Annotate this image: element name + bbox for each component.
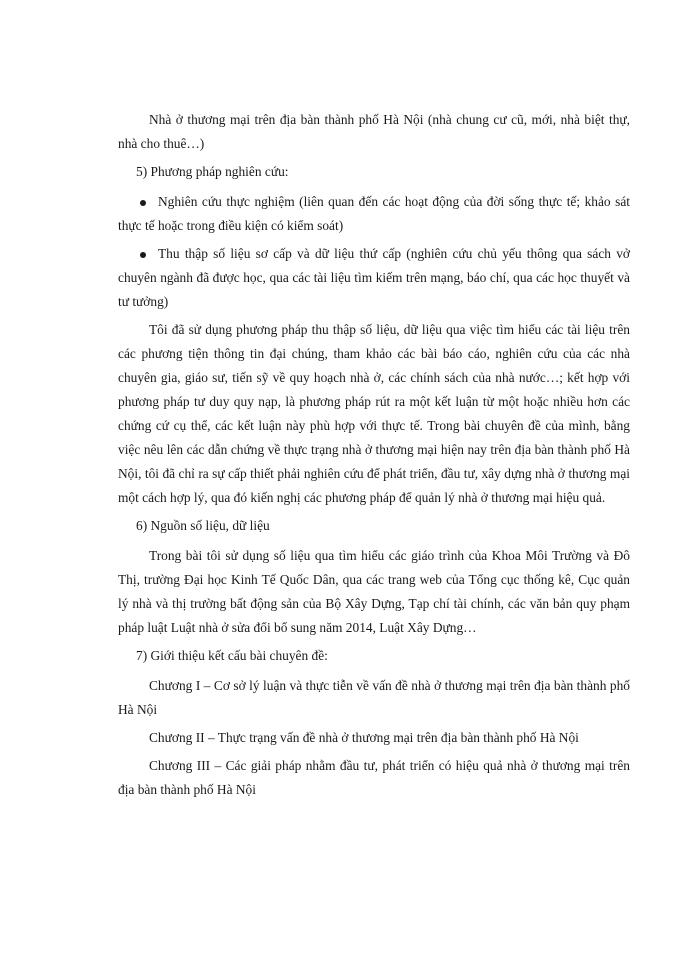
document-page [118, 108, 630, 806]
section-5-heading: 5) Phương pháp nghiên cứu: [136, 164, 289, 179]
bullet-item [118, 190, 630, 238]
section-5-paragraph: Tôi đã sử dụng phương pháp thu thập số liệu, dữ liệu qua việc tìm hiểu các tài liệu trên các phương tiện thông tin đại chúng, tham khảo các bài báo cáo, nghiên cứu của các nhà chuyên gia, giáo sư, tiến sỹ về quy hoạch nhà ở, các chính sách của nhà nước…; kết hợp với phương pháp tư duy quy nạp, là phương pháp rút ra một kết luận từ một hoặc nhiều hơn các chứng cứ cụ thể, các kết luận này phù hợp với thực tế. Trong bài chuyên đề của mình, bằng việc nêu lên các dẫn chứng về thực trạng nhà ở thương mại hiện nay trên địa bàn thành phố Hà Nội, tôi đã chỉ ra sự cấp thiết phải nghiên cứu để phát triển, đầu tư, xây dựng nhà ở thương mại một cách hợp lý, qua đó kiến nghị các phương pháp để quản lý nhà ở thương mại hiệu quả. [118, 322, 630, 505]
chapter-2: Chương II – Thực trạng vấn đề nhà ở thương mại trên địa bàn thành phố Hà Nội [149, 730, 579, 745]
section-6-paragraph: Trong bài tôi sử dụng số liệu qua tìm hiểu các giáo trình của Khoa Môi Trường và Đô Thị, trường Đại học Kinh Tế Quốc Dân, qua các trang web của Tổng cục thống kê, Cục quản lý nhà và thị trường bất động sản của Bộ Xây Dựng, Tạp chí tài chính, các văn bản quy phạm pháp luật Luật nhà ở sửa đổi bổ sung năm 2014, Luật Xây Dựng… [118, 548, 630, 635]
bullet-item [118, 242, 630, 314]
chapter-3: Chương III – Các giải pháp nhằm đầu tư, phát triển có hiệu quả nhà ở thương mại trên địa bàn thành phố Hà Nội [118, 758, 630, 797]
section-6-heading: 6) Nguồn số liệu, dữ liệu [136, 518, 270, 533]
section-7-heading: 7) Giới thiệu kết cấu bài chuyên đề: [136, 648, 328, 663]
chapter-1: Chương I – Cơ sở lý luận và thực tiễn về vấn đề nhà ở thương mại trên địa bàn thành phố Hà Nội [118, 678, 630, 717]
intro-paragraph: Nhà ở thương mại trên địa bàn thành phố Hà Nội (nhà chung cư cũ, mới, nhà biệt thự, nhà cho thuê…) [118, 112, 630, 151]
bullet-icon [140, 252, 146, 258]
bullet-text: Nghiên cứu thực nghiệm (liên quan đến các hoạt động của đời sống thực tế; khảo sát thực tế hoặc trong điều kiện có kiểm soát) [118, 194, 630, 233]
bullet-text: Thu thập số liệu sơ cấp và dữ liệu thứ cấp (nghiên cứu chủ yếu thông qua sách vở chuyên ngành đã được học, qua các tài liệu tìm kiếm trên mạng, báo chí, qua các học thuyết và tư tưởng) [118, 246, 630, 309]
bullet-icon [140, 200, 146, 206]
